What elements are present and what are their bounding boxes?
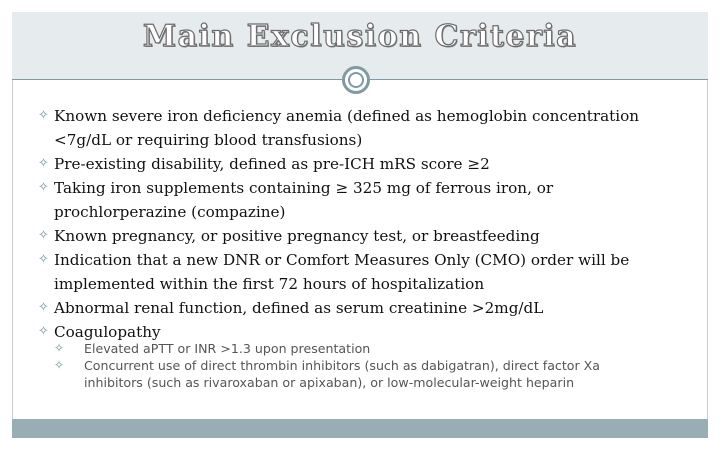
bullet-item-text: Coagulopathy [54,323,161,341]
four-point-star-icon: ✧ [54,358,65,372]
bullet-item-text: <7g/dL or requiring blood transfusions) [54,131,363,149]
bullet-item-text: prochlorperazine (compazine) [54,203,286,221]
bullet-item-text: Abnormal renal function, defined as serum creatinine >2mg/dL [54,299,544,317]
bullet-item-text: Indication that a new DNR or Comfort Measures Only (CMO) order will be [54,251,630,269]
sub-bullet-item-text: Elevated aPTT or INR >1.3 upon presentation [84,341,371,356]
sub-bullet-item [54,357,694,391]
four-point-star-icon: ✧ [38,300,49,315]
footer-band [12,419,708,438]
four-point-star-icon: ✧ [38,228,49,243]
four-point-star-icon: ✧ [38,108,49,123]
bullet-item-text: Taking iron supplements containing ≥ 325 mg of ferrous iron, or [54,179,554,197]
bullet-list [38,104,678,344]
bullet-item [38,224,678,248]
four-point-star-icon: ✧ [38,252,49,267]
bullet-item [38,296,678,320]
bullet-item-text: Pre-existing disability, defined as pre-ICH mRS score ≥2 [54,155,490,173]
slide-title: Main Exclusion Criteria [142,19,578,54]
bullet-item [38,248,678,296]
bullet-item [38,152,678,176]
ornament-inner-ring [348,72,364,88]
circle-ornament-icon [342,66,370,94]
bullet-item-text: Known pregnancy, or positive pregnancy test, or breastfeeding [54,227,540,245]
sub-bullet-list [54,340,694,391]
four-point-star-icon: ✧ [38,180,49,195]
sub-bullet-item [54,340,694,357]
sub-bullet-item-text: inhibitors (such as rivaroxaban or apixaban), or low-molecular-weight heparin [84,375,575,390]
four-point-star-icon: ✧ [54,341,65,355]
four-point-star-icon: ✧ [38,324,49,339]
bullet-item [38,104,678,152]
sub-bullet-item-text: Concurrent use of direct thrombin inhibitors (such as dabigatran), direct factor Xa [84,358,601,373]
four-point-star-icon: ✧ [38,156,49,171]
bullet-item-text: implemented within the first 72 hours of hospitalization [54,275,485,293]
bullet-item [38,176,678,224]
bullet-item-text: Known severe iron deficiency anemia (defined as hemoglobin concentration [54,107,640,125]
